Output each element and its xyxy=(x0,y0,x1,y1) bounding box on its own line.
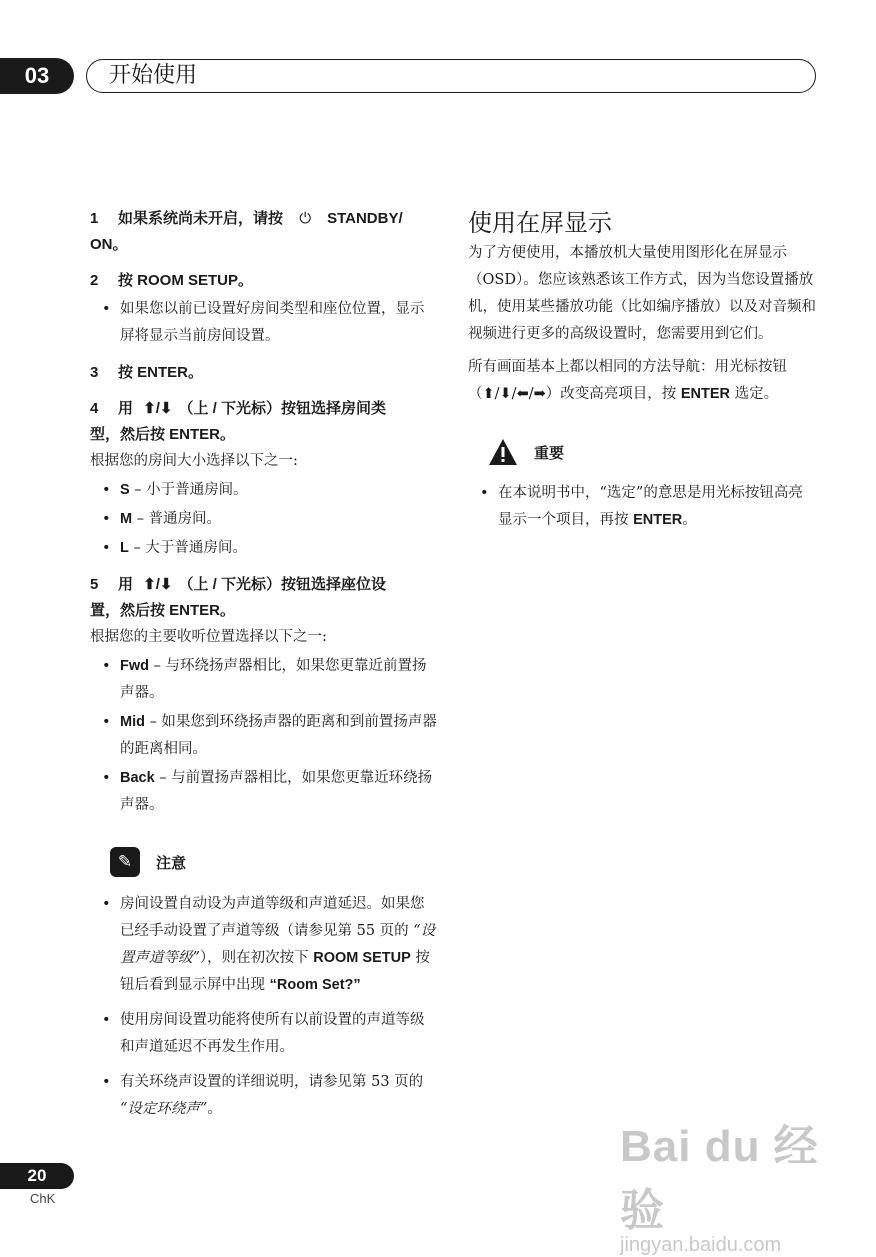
page-number-tab xyxy=(0,1163,74,1189)
power-icon: ⏻ xyxy=(299,210,312,227)
step-4: 4 用 ⬆/⬇ （上 / 下光标）按钮选择房间类 型，然后按 ENTER。 xyxy=(90,400,387,443)
size-option-s: • S – 小于普通房间。 xyxy=(90,477,438,504)
up-down-arrows-icon: ⬆/⬇ xyxy=(143,576,173,593)
step-4-body: 根据您的房间大小选择以下之一: xyxy=(90,453,298,469)
warning-icon xyxy=(488,438,518,466)
chapter-title: 开始使用 xyxy=(109,63,198,88)
position-option-fwd: • Fwd – 与环绕扬声器相比，如果您更靠近前置扬声器。 xyxy=(90,653,438,707)
position-option-mid: • Mid – 如果您到环绕扬声器的距离和到前置扬声器的距离相同。 xyxy=(90,709,438,763)
page-number: 20 xyxy=(27,1166,47,1185)
step-2-bullet: • 如果您以前已设置好房间类型和座位位置，显示屏将显示当前房间设置。 xyxy=(90,296,438,350)
section-title: 使用在屏显示 xyxy=(468,209,612,237)
note-label: 注意 xyxy=(156,853,187,872)
baidu-watermark xyxy=(620,1110,830,1256)
important-list xyxy=(468,480,816,534)
size-option-l: • L – 大于普通房间。 xyxy=(90,535,438,562)
step-5-body: 根据您的主要收听位置选择以下之一: xyxy=(90,629,327,645)
note-item: • 房间设置自动设为声道等级和声道延迟。如果您已经手动设置了声道等级（请参见第 55 页的 “设置声道等级”），则在初次按下 ROOM SETUP 按钮后看到显示屏中出现 “Room Set?” xyxy=(90,891,438,999)
chapter-number-tab xyxy=(0,58,74,94)
left-column xyxy=(90,206,438,1123)
note-header xyxy=(110,847,438,877)
size-option-m: • M – 普通房间。 xyxy=(90,506,438,533)
important-item: • 在本说明书中，“选定”的意思是用光标按钮高亮显示一个项目，再按 ENTER。 xyxy=(468,480,816,534)
watermark-sub: jingyan.baidu.com xyxy=(620,1234,782,1256)
up-down-arrows-icon: ⬆/⬇ xyxy=(143,400,173,417)
step-3: 3 按 ENTER。 xyxy=(90,364,204,381)
watermark-main: Bai du 经验 xyxy=(620,1122,819,1235)
note-list xyxy=(90,891,438,1123)
important-label: 重要 xyxy=(534,443,565,462)
osd-navigation-paragraph: 所有画面基本上都以相同的方法导航：用光标按钮（⬆/⬇/⬅/➡）改变高亮项目，按 ENTER 选定。 xyxy=(468,359,787,402)
important-header xyxy=(488,438,816,466)
position-option-back: • Back – 与前置扬声器相比，如果您更靠近环绕扬声器。 xyxy=(90,765,438,819)
step-1: 1 如果系统尚未开启，请按 ⏻ STANDBY/ ON。 xyxy=(90,206,438,258)
osd-intro-paragraph: 为了方便使用，本播放机大量使用图形化在屏显示（OSD）。您应该熟悉该工作方式，因为当您设置播放机，使用某些播放功能（比如编序播放）以及对音频和视频进行更多的高级设置时，您需要用到它们。 xyxy=(468,245,816,342)
note-item: • 有关环绕声设置的详细说明，请参见第 53 页的 “设定环绕声”。 xyxy=(90,1069,438,1123)
language-code: ChK xyxy=(30,1191,56,1206)
step-2: 2 按 ROOM SETUP。 xyxy=(90,272,254,289)
chapter-number: 03 xyxy=(24,63,50,88)
pencil-icon: ✎ xyxy=(110,847,140,877)
note-item: • 使用房间设置功能将使所有以前设置的声道等级和声道延迟不再发生作用。 xyxy=(90,1007,438,1061)
step-5: 5 用 ⬆/⬇ （上 / 下光标）按钮选择座位设 置，然后按 ENTER。 xyxy=(90,576,387,619)
right-column xyxy=(468,206,816,534)
